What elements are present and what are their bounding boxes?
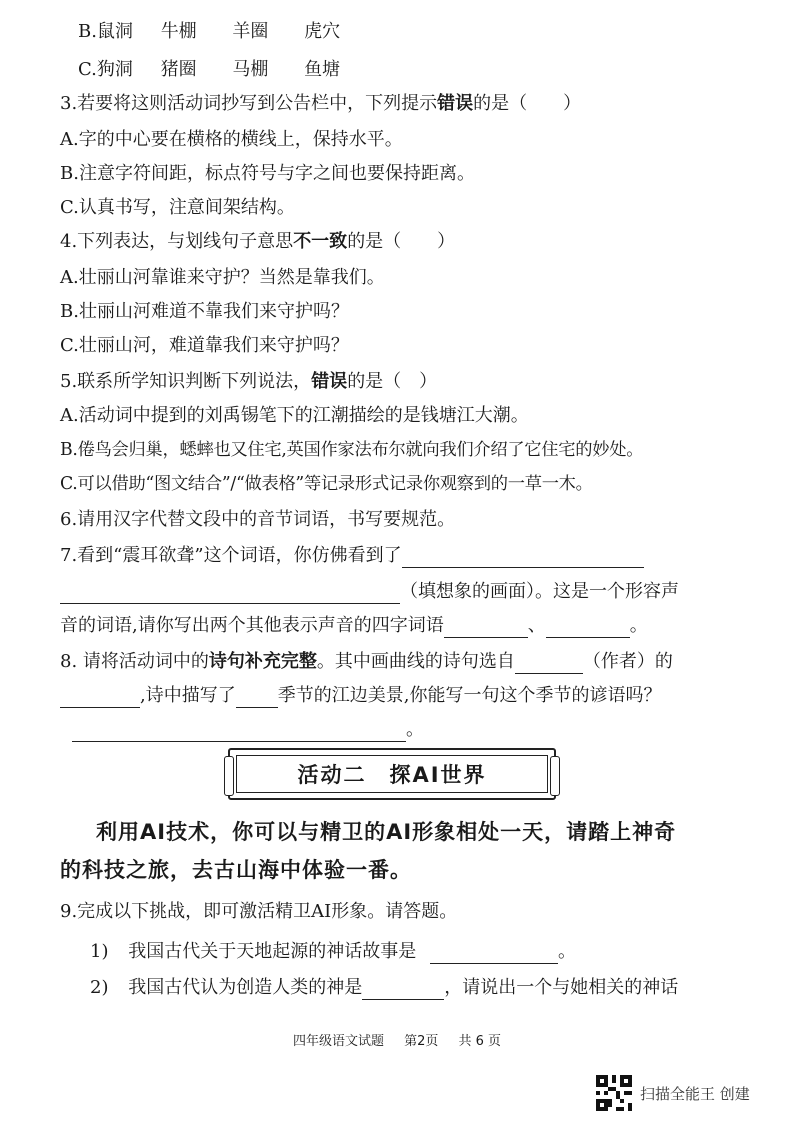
q5-option-c: C.可以借助“图文结合”/“做表格”等记录形式记录你观察到的一草一木。 xyxy=(60,474,593,494)
option-word: 虎穴 xyxy=(304,21,341,42)
stem-text: 的是（ ） xyxy=(473,93,582,114)
footer-page: 第2页 xyxy=(404,1034,439,1049)
q9-sub2 xyxy=(90,976,678,1000)
stem-text: 我国古代关于天地起源的神话故事是 xyxy=(128,941,417,962)
stem-text: ，请说出一个与她相关的神话 xyxy=(444,977,679,998)
answer-blank[interactable] xyxy=(515,655,583,674)
answer-blank[interactable] xyxy=(546,619,630,638)
answer-blank[interactable] xyxy=(402,549,644,568)
stem-text: （填想象的画面）。这是一个形容声 xyxy=(400,581,679,602)
q5-stem xyxy=(60,370,437,394)
end-mark: 。 xyxy=(629,615,648,636)
option-word: 鱼塘 xyxy=(304,59,341,80)
end-mark: 。 xyxy=(406,719,424,740)
stem-text: ,诗中描写了 xyxy=(140,685,236,706)
watermark-text: 扫描全能王 创建 xyxy=(640,1084,750,1103)
stem-text: 8. 请将活动词中的 xyxy=(60,651,209,672)
footer-subject: 四年级语文试题 xyxy=(292,1034,384,1049)
stem-emphasis: 不一致 xyxy=(293,231,348,252)
option-word: 马棚 xyxy=(232,59,269,80)
option-word: 羊圈 xyxy=(232,21,269,42)
stem-text: 的是（ ） xyxy=(347,231,456,252)
answer-blank[interactable] xyxy=(362,981,444,1000)
option-word: 猪圈 xyxy=(160,59,197,80)
intro-line1: 利用AI技术，你可以与精卫的AI形象相处一天，请踏上神奇 xyxy=(96,820,677,844)
stem-emphasis: 错误 xyxy=(437,93,474,114)
stem-text: 我国古代认为创造人类的神是 xyxy=(128,977,363,998)
q6-stem: 6.请用汉字代替文段中的音节词语，书写要规范。 xyxy=(60,509,456,530)
stem-emphasis: 错误 xyxy=(311,371,348,392)
sub-number: 1) xyxy=(90,941,109,962)
separator: 、 xyxy=(527,615,546,636)
stem-text: 7.看到“震耳欲聋”这个词语，你仿佛看到了 xyxy=(60,545,402,566)
scroll-decoration-right xyxy=(550,756,560,796)
answer-blank[interactable] xyxy=(430,945,558,964)
scanner-watermark xyxy=(596,1075,750,1111)
stem-text: （作者）的 xyxy=(582,651,673,672)
q9-sub1 xyxy=(90,940,576,964)
q3-option-b: B.注意字符间距，标点符号与字之间也要保持距离。 xyxy=(60,163,475,184)
q5-option-b: B.倦鸟会归巢，蟋蟀也又住宅,英国作家法布尔就向我们介绍了它住宅的妙处。 xyxy=(60,440,644,460)
stem-emphasis: 诗句补充完整 xyxy=(208,651,317,672)
option-word: 牛棚 xyxy=(160,21,197,42)
qr-code-icon xyxy=(596,1075,632,1111)
stem-text: 。其中画曲线的诗句选自 xyxy=(316,651,515,672)
section-banner xyxy=(228,748,556,800)
answer-blank[interactable] xyxy=(60,689,140,708)
page-footer xyxy=(0,1030,794,1049)
option-label: C.狗洞 xyxy=(78,59,133,80)
q2-option-b xyxy=(78,20,340,44)
section-title: 活动二 探AI世界 xyxy=(236,755,548,793)
q3-option-c: C.认真书写，注意间架结构。 xyxy=(60,197,295,218)
q9-stem: 9.完成以下挑战，即可激活精卫AI形象。请答题。 xyxy=(60,901,458,922)
q4-option-c: C.壮丽山河，难道靠我们来守护吗？ xyxy=(60,335,349,356)
q5-option-a: A.活动词中提到的刘禹锡笔下的江潮描绘的是钱塘江大潮。 xyxy=(60,405,529,426)
answer-blank[interactable] xyxy=(60,585,400,604)
option-label: B.鼠洞 xyxy=(78,21,133,42)
stem-text: 音的词语,请你写出两个其他表示声音的四字词语 xyxy=(60,615,444,636)
q8-line2 xyxy=(60,684,661,708)
q4-option-b: B.壮丽山河难道不靠我们来守护吗？ xyxy=(60,301,349,322)
footer-total: 共 6 页 xyxy=(458,1034,502,1049)
intro-line2: 的科技之旅，去古山海中体验一番。 xyxy=(60,858,412,882)
q7-line3 xyxy=(60,614,648,638)
q8-line1 xyxy=(60,650,673,674)
scroll-decoration-left xyxy=(224,756,234,796)
stem-text: 季节的江边美景,你能写一句这个季节的谚语吗？ xyxy=(277,685,662,706)
q7-line2 xyxy=(60,580,679,604)
q2-option-c xyxy=(78,58,340,82)
answer-blank[interactable] xyxy=(236,689,278,708)
q3-option-a: A.字的中心要在横格的横线上，保持水平。 xyxy=(60,129,403,150)
stem-text: 4.下列表达，与划线句子意思 xyxy=(60,231,294,252)
stem-text: 3.若要将这则活动词抄写到公告栏中，下列提示 xyxy=(60,93,438,114)
q8-line3 xyxy=(72,718,424,742)
stem-text: 5.联系所学知识判断下列说法， xyxy=(60,371,312,392)
answer-blank[interactable] xyxy=(72,723,406,742)
end-mark: 。 xyxy=(557,941,576,962)
answer-blank[interactable] xyxy=(444,619,528,638)
q3-stem xyxy=(60,92,581,116)
q7-line1 xyxy=(60,544,644,568)
sub-number: 2) xyxy=(90,977,109,998)
stem-text: 的是（ ） xyxy=(347,371,438,392)
q4-option-a: A.壮丽山河靠谁来守护？当然是靠我们。 xyxy=(60,267,385,288)
q4-stem xyxy=(60,230,455,254)
